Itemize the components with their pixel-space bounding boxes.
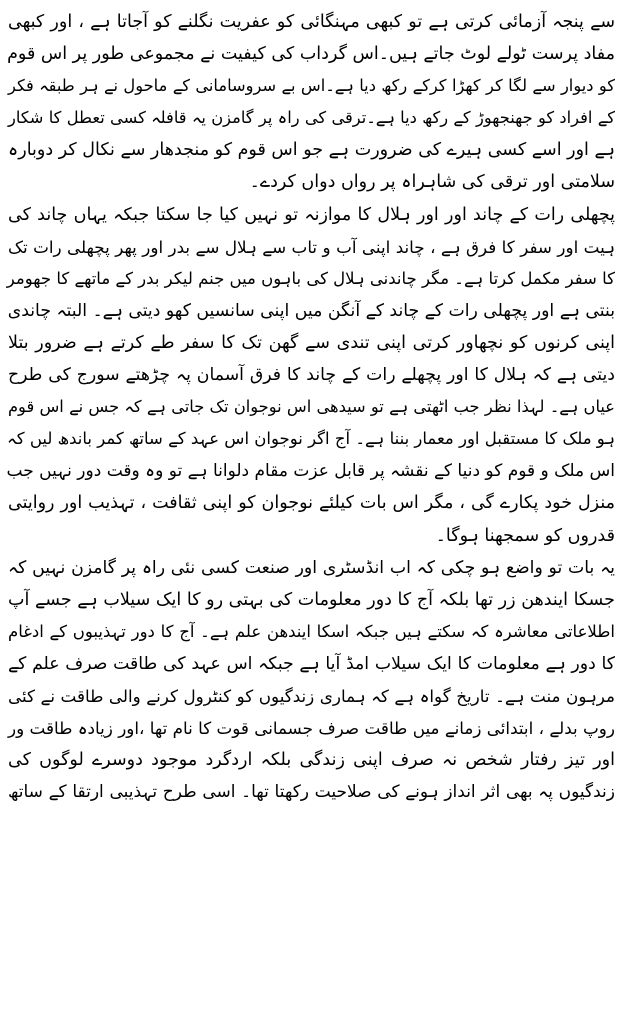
text-line: عیاں ہے۔ لہذا نظر جب اٹھتی ہے تو سیدھی اس نوجوان تک جاتی ہے کہ جس نے اس قوم [8, 397, 615, 417]
text-line: مفاد پرست ٹولے لوٹ جاتے ہیں۔اس گرداب کی کیفیت نے مجموعی طور پر اس قوم [7, 44, 615, 65]
paragraph-end-line: سلامتی اور ترقی کی شاہراہ پر رواں دواں کردے۔ [249, 172, 615, 193]
text-line: یہ بات تو واضع ہو چکی کہ اب انڈسٹری اور صنعت کسی نئی راہ پر گامزن نہیں کہ [8, 557, 615, 578]
text-line: ہو ملک کا مستقبل اور معمار بننا ہے۔ آج اگر نوجوان اس عہد کے ساتھ کمر باندھ لیں کہ [7, 429, 615, 449]
paragraph-end-line: قدروں کو سمجھنا ہوگا۔ [435, 525, 615, 546]
text-line: جسکا ایندھن زر تھا بلکہ آج کا دور معلومات کی بہتی رو کا ایک سیلاب ہے جسے آپ [8, 589, 615, 610]
text-line: روپ بدلے ، ابتدائی زمانے میں طاقت صرف جسمانی قوت کا نام تھا ،اور زیادہ طاقت ور [8, 718, 615, 739]
text-line: منزل خود پکارے گی ، مگر اس بات کیلئے نوجوان کو اپنی ثقافت ، تہذیب اور روایتی [8, 493, 615, 514]
text-line: زندگیوں پہ بھی اثر انداز ہونے کی صلاحیت رکھتا تھا۔ اسی طرح تہذیبی ارتقا کے ساتھ [8, 782, 615, 803]
text-line: اپنی کرنوں کو نچھاور کرتی اپنی تندی سے گھن تک کا سفر طے کرتے ہے ضرور بتلا [8, 332, 615, 353]
text-line: کا سفر مکمل کرتا ہے۔ مگر چاندنی ہلال کی باہوں میں جنم لیکر بدر کے ماتھے کا جھومر [6, 268, 615, 288]
text-line: کا دور ہے معلومات کا ایک سیلاب امڈ آیا ہے جبکہ اس عہد کی طاقت صرف علم کے [8, 653, 615, 674]
text-line: مرہون منت ہے۔ تاریخ گواہ ہے کہ ہماری زندگیوں کو کنٹرول کرنے والی طاقت نے کئی [8, 685, 615, 706]
text-line: اور تیز رفتار شخص نہ صرف اپنی زندگی بلکہ اردگرد موجود دوسرے لوگوں کی [8, 750, 615, 771]
text-line: دیتی ہے کہ ہلال کا اور پچھلے رات کے چاند کا فرق آسمان پہ چڑھتے سورج کی طرح [8, 365, 615, 386]
text-line: ہیت اور سفر کا فرق ہے ، چاند اپنی آب و تاب سے ہلال سے بدر اور پھر پچھلی رات تک [8, 236, 615, 257]
text-line: کو دیوار سے لگا کر کھڑا کرکے رکھ دیا ہے۔اس بے سروسامانی کے ماحول نے ہر طبقہ فکر [8, 76, 615, 96]
text-line: پچھلی رات کے چاند اور اور ہلال کا موازنہ تو نہیں کیا جا سکتا جبکہ یہاں چاند کی [8, 204, 615, 225]
text-line: سے پنجہ آزمائی کرتی ہے تو کبھی مہنگائی کو عفریت نگلنے کو آجاتا ہے ، اور کبھی [8, 12, 615, 32]
urdu-text-body [8, 6, 615, 808]
text-line: کے افراد کو جھنجھوڑ کے رکھ دیا ہے۔ترقی کی راہ پر گامزن یہ قافلہ کسی تعطل کا شکار [8, 108, 615, 128]
text-line: اطلاعاتی معاشرہ کہ سکتے ہیں جبکہ اسکا ایندھن علم ہے۔ آج کا دور تہذیبوں کے ادغام [8, 621, 615, 641]
text-line: اس ملک و قوم کو دنیا کے نقشہ پر قابل عزت مقام دلوانا ہے تو وہ وقت دور نہیں جب [6, 461, 615, 482]
text-line: بنتی ہے اور پچھلی رات کے چاند کے آنگن میں اپنی سانسیں کھو دیتی ہے۔ البتہ چاندی [7, 300, 615, 321]
text-line: ہے اور اسے کسی ہیرے کی ضرورت ہے جو اس قوم کو منجدھار سے نکال کر دوبارہ [8, 140, 615, 161]
